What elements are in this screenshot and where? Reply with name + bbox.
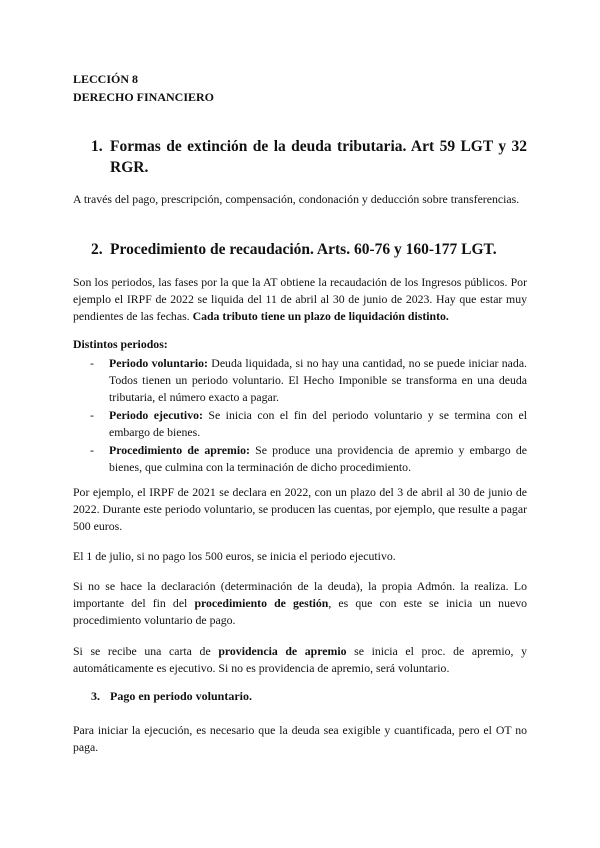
letter-text-b: se inicia el proc. de apremio, y automáticamente es ejecutivo. Si no es providencia de apremio, será voluntario.	[73, 644, 527, 675]
section-1-title: Formas de extinción de la deuda tributaria. Art 59 LGT y 32 RGR.	[110, 138, 527, 176]
period-term: Procedimiento de apremio:	[109, 443, 250, 457]
period-description: Deuda liquidada, si no hay una cantidad, no se puede iniciar nada. Todos tienen un periodo voluntario. El Hecho Imponible se transforma en una deuda tributaria, el número exacto a pagar.	[109, 356, 528, 404]
example-paragraph: Por ejemplo, el IRPF de 2021 se declara en 2022, con un plazo del 3 de abril al 30 de junio de 2022. Durante este periodo voluntario, se producen las cuentas, por ejemplo, que resulte a pagar 500 euros.	[73, 485, 527, 533]
section-3-heading	[91, 689, 252, 704]
lesson-label: LECCIÓN 8	[73, 72, 139, 86]
period-term: Periodo ejecutivo:	[109, 408, 203, 422]
section-3-title: Pago en periodo voluntario.	[110, 689, 253, 703]
section-2-title: Procedimiento de recaudación. Arts. 60-76 y 160-177 LGT.	[110, 241, 497, 258]
periods-list	[90, 355, 527, 477]
list-dash: -	[90, 356, 94, 370]
july-paragraph: El 1 de julio, si no pago los 500 euros, se inicia el periodo ejecutivo.	[73, 549, 396, 563]
section-3-number: 3.	[91, 689, 100, 703]
intro-bold-text: Cada tributo tiene un plazo de liquidación distinto.	[192, 309, 449, 323]
section-1-body: A través del pago, prescripción, compensación, condonación y deducción sobre transferencias.	[73, 192, 520, 206]
section-2-intro	[73, 274, 527, 325]
intro-text: Son los periodos, las fases por la que la AT obtiene la recaudación de los Ingresos públicos. Por ejemplo el IRPF de 2022 se liquida del 11 de abril al 30 de junio de 2023. Hay que estar muy pendientes de las fechas.	[73, 275, 527, 323]
period-term: Periodo voluntario:	[109, 356, 208, 370]
declaration-paragraph	[73, 578, 527, 629]
section-2-number: 2.	[91, 241, 103, 258]
declaration-bold-text: procedimiento de gestión	[194, 596, 329, 610]
declaration-text-b: , es que con este se inicia un nuevo procedimiento voluntario de pago.	[73, 596, 528, 627]
subject-label: DERECHO FINANCIERO	[73, 90, 215, 104]
periods-heading: Distintos periodos:	[73, 337, 168, 351]
declaration-text-a: Si no se hace la declaración (determinación de la deuda), la propia Admón. la realiza. Lo importante del fin del	[73, 579, 527, 610]
letter-text-a: Si se recibe una carta de	[73, 644, 211, 658]
section-3-body: Para iniciar la ejecución, es necesario que la deuda sea exigible y cuantificada, pero el OT no paga.	[73, 723, 527, 754]
period-description: Se produce una providencia de apremio y embargo de bienes, que culmina con la terminación de dicho procedimiento.	[109, 443, 528, 474]
list-dash: -	[90, 408, 94, 422]
document-header	[73, 70, 214, 106]
section-2-heading	[91, 239, 527, 260]
period-item-voluntario	[90, 355, 527, 406]
section-1-number: 1.	[91, 138, 103, 155]
list-dash: -	[90, 443, 94, 457]
period-description: Se inicia con el fin del periodo voluntario y se termina con el embargo de bienes.	[109, 408, 527, 439]
section-1-heading	[91, 136, 527, 178]
period-item-ejecutivo	[90, 407, 527, 441]
letter-paragraph	[73, 643, 527, 677]
period-item-apremio	[90, 442, 527, 476]
letter-bold-text: providencia de apremio	[218, 644, 347, 658]
